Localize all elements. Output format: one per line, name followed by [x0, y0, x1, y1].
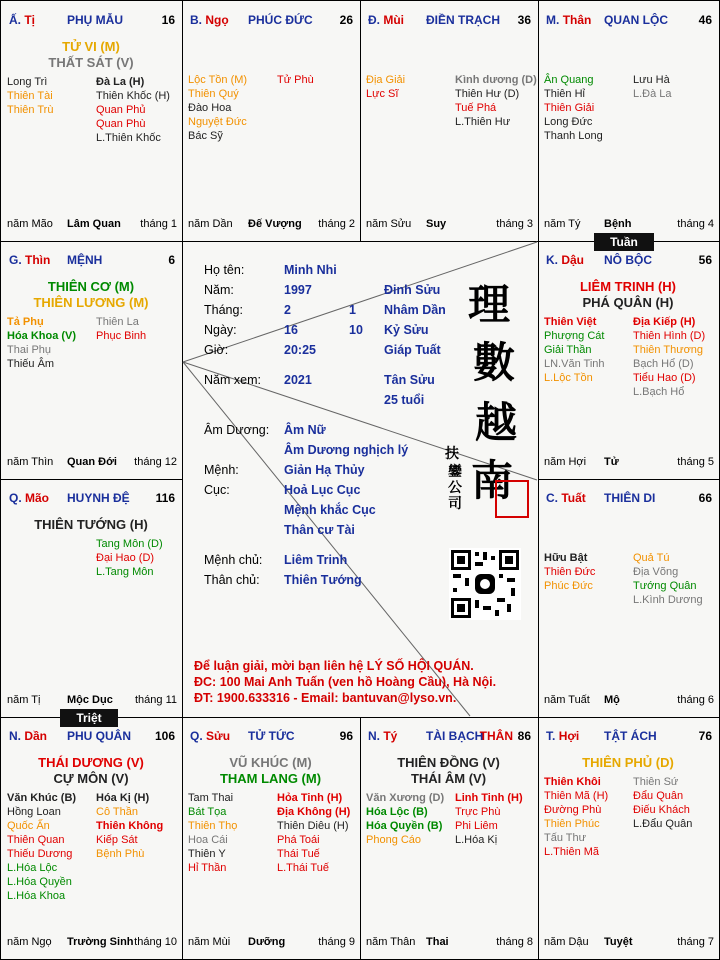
- minor-star: Kình dương (D): [455, 74, 537, 86]
- contact-line-2: ĐC: 100 Mai Anh Tuấn (ven hồ Hoàng Cầu), Hà Nội.: [194, 675, 497, 689]
- main-star: THẤT SÁT (V): [48, 55, 134, 70]
- minor-star: Thiên Không: [96, 820, 164, 832]
- palace-year: năm Dần: [188, 218, 233, 230]
- minor-star: Hồng Loan: [7, 806, 61, 818]
- branch-stem: N.: [9, 729, 21, 743]
- palace-age: 56: [698, 253, 712, 267]
- minor-star: Trực Phù: [455, 806, 501, 818]
- minor-star: Địa Võng: [633, 566, 679, 578]
- minor-star: Thái Tuế: [277, 848, 320, 860]
- palace-year: năm Mão: [7, 218, 53, 230]
- minor-star: L.Tang Môn: [96, 566, 154, 578]
- palace-age: 16: [161, 13, 175, 27]
- branch-stem: K.: [546, 253, 558, 267]
- main-star: THIÊN LƯƠNG (M): [33, 295, 149, 310]
- palace-year: năm Hợi: [544, 456, 587, 468]
- minor-star: LN.Văn Tinh: [544, 358, 605, 370]
- contact-line-3: ĐT: 1900.633316 - Email: bantuvan@lyso.vn.: [194, 691, 457, 705]
- calligraphy-char: 理: [468, 280, 511, 329]
- palace-month: tháng 7: [677, 936, 714, 948]
- minor-star: Thiên Đức: [544, 566, 596, 578]
- minor-star: Phúc Đức: [544, 580, 593, 592]
- value-nam-xem-cc: Tân Sửu: [384, 373, 435, 387]
- palace-truong-sinh: Lâm Quan: [67, 218, 121, 230]
- minor-star: Thiên Mã (H): [544, 790, 609, 802]
- palace-age: 46: [698, 13, 712, 27]
- value-nam-xem: 2021: [284, 373, 312, 387]
- palace-truong-sinh: Thai: [426, 936, 449, 948]
- minor-star: Thiên Hình (D): [633, 330, 706, 342]
- value-menh: Giản Hạ Thủy: [284, 463, 365, 477]
- minor-star: Nguyệt Đức: [188, 116, 247, 128]
- value-tuoi: 25 tuổi: [384, 393, 425, 407]
- seal-text: 鑾公司: [448, 464, 462, 512]
- minor-star: L.Kình Dương: [633, 594, 703, 606]
- label-ho-ten: Họ tên:: [204, 263, 245, 277]
- minor-star: Thiên Việt: [544, 316, 597, 328]
- value-ho-ten: Minh Nhi: [284, 263, 337, 277]
- palace-age: 86: [517, 729, 531, 743]
- label-menh-chu: Mệnh chủ:: [204, 553, 263, 567]
- label-menh: Mệnh:: [204, 463, 239, 477]
- minor-star: Tử Phù: [277, 74, 314, 86]
- minor-star: Điếu Khách: [633, 804, 690, 816]
- minor-star: Hoa Cái: [188, 834, 228, 846]
- palace-age: 96: [339, 729, 353, 743]
- label-nam: Năm:: [204, 283, 234, 297]
- branch-name: Dậu: [561, 253, 585, 267]
- minor-star: Thiên Hỉ: [544, 88, 585, 100]
- palace-month: tháng 6: [677, 694, 714, 706]
- than-marker: THÂN: [479, 729, 513, 743]
- minor-star: Cô Thần: [96, 806, 138, 818]
- minor-star: Phá Toái: [277, 834, 320, 846]
- palace-year: năm Mùi: [188, 936, 231, 948]
- label-gio: Giờ:: [204, 343, 229, 357]
- minor-star: Bạch Hổ (D): [633, 358, 694, 370]
- palace-name: PHU QUÂN: [67, 729, 132, 743]
- minor-star: L.Hóa Quyền: [7, 876, 72, 888]
- minor-star: Phi Liêm: [455, 820, 498, 832]
- minor-star: L.Thiên Hư: [455, 116, 511, 128]
- minor-star: Thiên Khốc (H): [96, 90, 170, 102]
- palace-age: 106: [154, 729, 175, 743]
- branch-name: Tị: [24, 13, 36, 27]
- palace-year: năm Ngọ: [7, 936, 52, 948]
- minor-star: Hóa Khoa (V): [7, 330, 77, 342]
- palace-month: tháng 10: [134, 936, 177, 948]
- main-star: THIÊN CƠ (M): [47, 279, 135, 294]
- palace-truong-sinh: Quan Đới: [67, 456, 117, 468]
- minor-star: Hỏa Tinh (H): [277, 792, 343, 804]
- red-seal-icon: [495, 480, 529, 518]
- label-nam-xem: Năm xem:: [204, 373, 261, 387]
- minor-star: Thiên Tài: [7, 90, 53, 102]
- main-star: THÁI ÂM (V): [410, 771, 487, 786]
- palace-truong-sinh: Mộc Dục: [67, 694, 113, 706]
- minor-star: Thiên Thương: [633, 344, 704, 356]
- center-info: [183, 242, 537, 717]
- branch-stem: N.: [368, 729, 380, 743]
- minor-star: Tấu Thư: [544, 832, 587, 844]
- value-thang-am: 1: [349, 303, 356, 317]
- palace-age: 76: [698, 729, 712, 743]
- calligraphy-char: 越: [475, 398, 518, 447]
- main-star: VŨ KHÚC (M): [229, 755, 312, 770]
- palace-month: tháng 1: [140, 218, 177, 230]
- palace-month: tháng 9: [318, 936, 355, 948]
- minor-star: Phong Cáo: [366, 834, 422, 846]
- minor-star: Tiểu Hao (D): [633, 372, 696, 384]
- seal-text: 扶: [445, 446, 459, 462]
- triet-tag: Triệt: [60, 709, 118, 727]
- palace-name: PHÚC ĐỨC: [248, 13, 313, 27]
- minor-star: Thiên Sứ: [633, 776, 679, 788]
- palace-truong-sinh: Tử: [604, 456, 619, 468]
- minor-star: Phượng Cát: [544, 330, 605, 342]
- minor-star: Hóa Lộc (B): [366, 806, 428, 818]
- palace-year: năm Dậu: [544, 936, 589, 948]
- branch-stem: Đ.: [368, 13, 380, 27]
- value-thang-cc: Nhâm Dần: [384, 303, 446, 317]
- palace-month: tháng 12: [134, 456, 177, 468]
- value-am-duong-2: Âm Dương nghịch lý: [284, 443, 409, 457]
- palace-year: năm Tị: [7, 694, 41, 706]
- palace-year: năm Sửu: [366, 218, 412, 230]
- branch-stem: C.: [546, 491, 558, 505]
- palace-truong-sinh: Đế Vượng: [248, 218, 302, 230]
- label-am-duong: Âm Dương:: [204, 423, 270, 437]
- label-thang: Tháng:: [204, 303, 243, 317]
- minor-star: Thiên Phúc: [544, 818, 600, 830]
- palace-name: HUYNH ĐỆ: [67, 491, 130, 505]
- minor-star: Đại Hao (D): [96, 552, 155, 564]
- branch-stem: B.: [190, 13, 202, 27]
- palace-year: năm Tuất: [544, 694, 590, 706]
- minor-star: L.Đẩu Quân: [633, 818, 693, 830]
- minor-star: L.Hóa Lộc: [7, 862, 58, 874]
- main-star: THIÊN ĐỒNG (V): [397, 755, 500, 770]
- minor-star: Hóa Quyền (B): [366, 820, 443, 832]
- minor-star: Thiên La: [96, 316, 139, 328]
- value-cuc: Hoả Lục Cục: [284, 483, 361, 497]
- palace-truong-sinh: Mộ: [604, 694, 620, 706]
- minor-star: Hỉ Thần: [188, 862, 227, 874]
- palace-truong-sinh: Trường Sinh: [67, 936, 134, 948]
- minor-star: L.Thái Tuế: [277, 862, 329, 874]
- palace-age: 116: [155, 491, 175, 505]
- palace-name: TỬ TỨC: [248, 729, 295, 743]
- minor-star: Thiên Trù: [7, 104, 54, 116]
- value-nam: 1997: [284, 283, 312, 297]
- minor-star: L.Bạch Hổ: [633, 386, 685, 398]
- minor-star: Quốc Ấn: [7, 820, 50, 832]
- minor-star: Bác Sỹ: [188, 130, 223, 142]
- minor-star: Kiếp Sát: [96, 834, 138, 846]
- value-gio: 20:25: [284, 343, 316, 357]
- minor-star: Thiên Diêu (H): [277, 820, 349, 832]
- palace-month: tháng 3: [496, 218, 533, 230]
- palace-year: năm Thìn: [7, 456, 54, 468]
- value-than-chu: Thiên Tướng: [284, 573, 362, 587]
- minor-star: Thiên Giải: [544, 102, 595, 114]
- minor-star: Thiếu Dương: [7, 848, 73, 860]
- palace-name: THIÊN DI: [604, 491, 656, 505]
- minor-star: Văn Xương (D): [366, 792, 445, 804]
- main-star: THIÊN PHỦ (D): [582, 755, 674, 770]
- minor-star: Quan Phù: [96, 118, 146, 130]
- minor-star: Hóa Kị (H): [96, 792, 150, 804]
- minor-star: Thiếu Âm: [7, 358, 55, 370]
- minor-star: Linh Tinh (H): [455, 792, 523, 804]
- minor-star: Long Trì: [7, 76, 48, 88]
- branch-name: Dần: [24, 729, 48, 743]
- value-cuc-2: Mệnh khắc Cục: [284, 503, 376, 517]
- value-ngay-am: 10: [349, 323, 363, 337]
- palace-year: năm Tý: [544, 218, 581, 230]
- label-than-chu: Thân chủ:: [204, 573, 260, 587]
- minor-star: Đào Hoa: [188, 102, 232, 114]
- minor-star: L.Hóa Khoa: [7, 890, 66, 902]
- minor-star: Ân Quang: [544, 74, 594, 86]
- branch-stem: Q.: [190, 729, 203, 743]
- palace-name: QUAN LỘC: [604, 13, 668, 27]
- calligraphy-char: 南: [471, 456, 514, 505]
- value-gio-cc: Giáp Tuất: [384, 343, 441, 357]
- minor-star: Thiên Hư (D): [455, 88, 520, 100]
- branch-stem: G.: [9, 253, 22, 267]
- minor-star: L.Đà La: [633, 88, 672, 100]
- main-star: TỬ VI (M): [62, 39, 120, 54]
- palace-month: tháng 5: [677, 456, 714, 468]
- minor-star: L.Thiên Mã: [544, 846, 600, 858]
- palace-month: tháng 8: [496, 936, 533, 948]
- minor-star: L.Hóa Kị: [455, 834, 498, 846]
- palace-month: tháng 2: [318, 218, 355, 230]
- main-star: THIÊN TƯỚNG (H): [34, 517, 148, 532]
- value-ngay-cc: Kỷ Sửu: [384, 323, 429, 337]
- minor-star: Đẩu Quân: [633, 790, 684, 802]
- minor-star: Long Đức: [544, 116, 593, 128]
- label-ngay: Ngày:: [204, 323, 237, 337]
- minor-star: Thai Phụ: [7, 344, 52, 356]
- minor-star: Tuế Phá: [455, 102, 497, 114]
- tuan-tag: Tuần: [594, 233, 654, 251]
- palace-name: TÀI BẠCH: [426, 729, 484, 743]
- palace-name: ĐIỀN TRẠCH: [426, 13, 500, 27]
- branch-name: Tý: [383, 729, 398, 743]
- label-cuc: Cục:: [204, 483, 230, 497]
- value-am-duong: Âm Nữ: [284, 423, 326, 437]
- contact-line-1: Để luận giải, mời bạn liên hệ LÝ SỐ HỘI QUÁN.: [194, 659, 474, 673]
- branch-name: Tuất: [561, 491, 586, 505]
- minor-star: Đà La (H): [96, 76, 145, 88]
- palace-month: tháng 11: [134, 694, 177, 706]
- branch-name: Hợi: [558, 729, 580, 743]
- main-star: THÁI DƯƠNG (V): [38, 755, 144, 770]
- main-star: THAM LANG (M): [219, 771, 322, 786]
- palace-age: 6: [168, 253, 175, 267]
- minor-star: Lưu Hà: [633, 74, 670, 86]
- minor-star: Tang Môn (D): [96, 538, 163, 550]
- minor-star: Thiên Quý: [188, 88, 239, 100]
- branch-name: Thìn: [25, 253, 51, 267]
- palace-truong-sinh: Suy: [426, 218, 447, 230]
- minor-star: Phục Binh: [96, 330, 147, 342]
- palace-month: tháng 4: [677, 218, 714, 230]
- palace-year: năm Thân: [366, 936, 416, 948]
- palace-truong-sinh: Dưỡng: [248, 936, 286, 948]
- branch-stem: Q.: [9, 491, 22, 505]
- minor-star: Tả Phụ: [7, 316, 44, 328]
- minor-star: Thiên Y: [188, 848, 226, 860]
- main-star: LIÊM TRINH (H): [579, 279, 677, 294]
- palace-age: 66: [698, 491, 712, 505]
- value-ngay: 16: [284, 323, 298, 337]
- calligraphy-char: 數: [473, 338, 516, 387]
- palace-age: 26: [339, 13, 353, 27]
- branch-name: Mão: [25, 491, 50, 505]
- minor-star: Địa Kiếp (H): [633, 316, 696, 328]
- branch-name: Sửu: [206, 729, 231, 743]
- minor-star: L.Lộc Tồn: [544, 372, 593, 384]
- main-star: CỰ MÔN (V): [53, 771, 129, 786]
- minor-star: Quả Tú: [633, 552, 670, 564]
- qr-code-icon: [449, 548, 521, 620]
- value-nam-cc: Đinh Sửu: [384, 283, 441, 297]
- minor-star: Bát Tọa: [188, 806, 227, 818]
- minor-star: Hữu Bật: [544, 552, 588, 564]
- minor-star: Lực Sĩ: [366, 88, 399, 100]
- value-cuc-3: Thân cư Tài: [284, 523, 355, 537]
- minor-star: Địa Không (H): [277, 806, 351, 818]
- minor-star: Tam Thai: [188, 792, 234, 804]
- minor-star: Thiên Khôi: [544, 776, 601, 788]
- value-thang: 2: [284, 303, 291, 317]
- branch-name: Ngọ: [205, 13, 229, 27]
- main-star: PHÁ QUÂN (H): [582, 295, 674, 310]
- palace-truong-sinh: Bệnh: [604, 218, 632, 230]
- palace-name: NÔ BỘC: [604, 253, 652, 267]
- minor-star: Đường Phù: [544, 804, 602, 816]
- minor-star: Địa Giải: [366, 74, 406, 86]
- palace-truong-sinh: Tuyệt: [604, 936, 633, 948]
- branch-stem: Ấ.: [9, 13, 21, 27]
- branch-name: Mùi: [383, 13, 405, 27]
- minor-star: Thanh Long: [544, 130, 603, 142]
- palace-name: TẬT ÁCH: [604, 729, 657, 743]
- minor-star: Tướng Quân: [633, 580, 697, 592]
- branch-stem: T.: [546, 729, 556, 743]
- branch-stem: M.: [546, 13, 560, 27]
- minor-star: Bệnh Phù: [96, 848, 145, 860]
- palace-name: PHỤ MẪU: [67, 13, 123, 27]
- palace-name: MỆNH: [67, 253, 103, 267]
- branch-name: Thân: [562, 13, 592, 27]
- minor-star: Thiên Quan: [7, 834, 65, 846]
- minor-star: Thiên Thọ: [188, 820, 238, 832]
- minor-star: Văn Khúc (B): [7, 792, 77, 804]
- minor-star: Giải Thần: [544, 344, 592, 356]
- minor-star: Quan Phủ: [96, 104, 146, 116]
- value-menh-chu: Liêm Trinh: [284, 553, 348, 567]
- minor-star: Lộc Tồn (M): [188, 74, 248, 86]
- minor-star: L.Thiên Khốc: [96, 132, 161, 144]
- palace-age: 36: [517, 13, 531, 27]
